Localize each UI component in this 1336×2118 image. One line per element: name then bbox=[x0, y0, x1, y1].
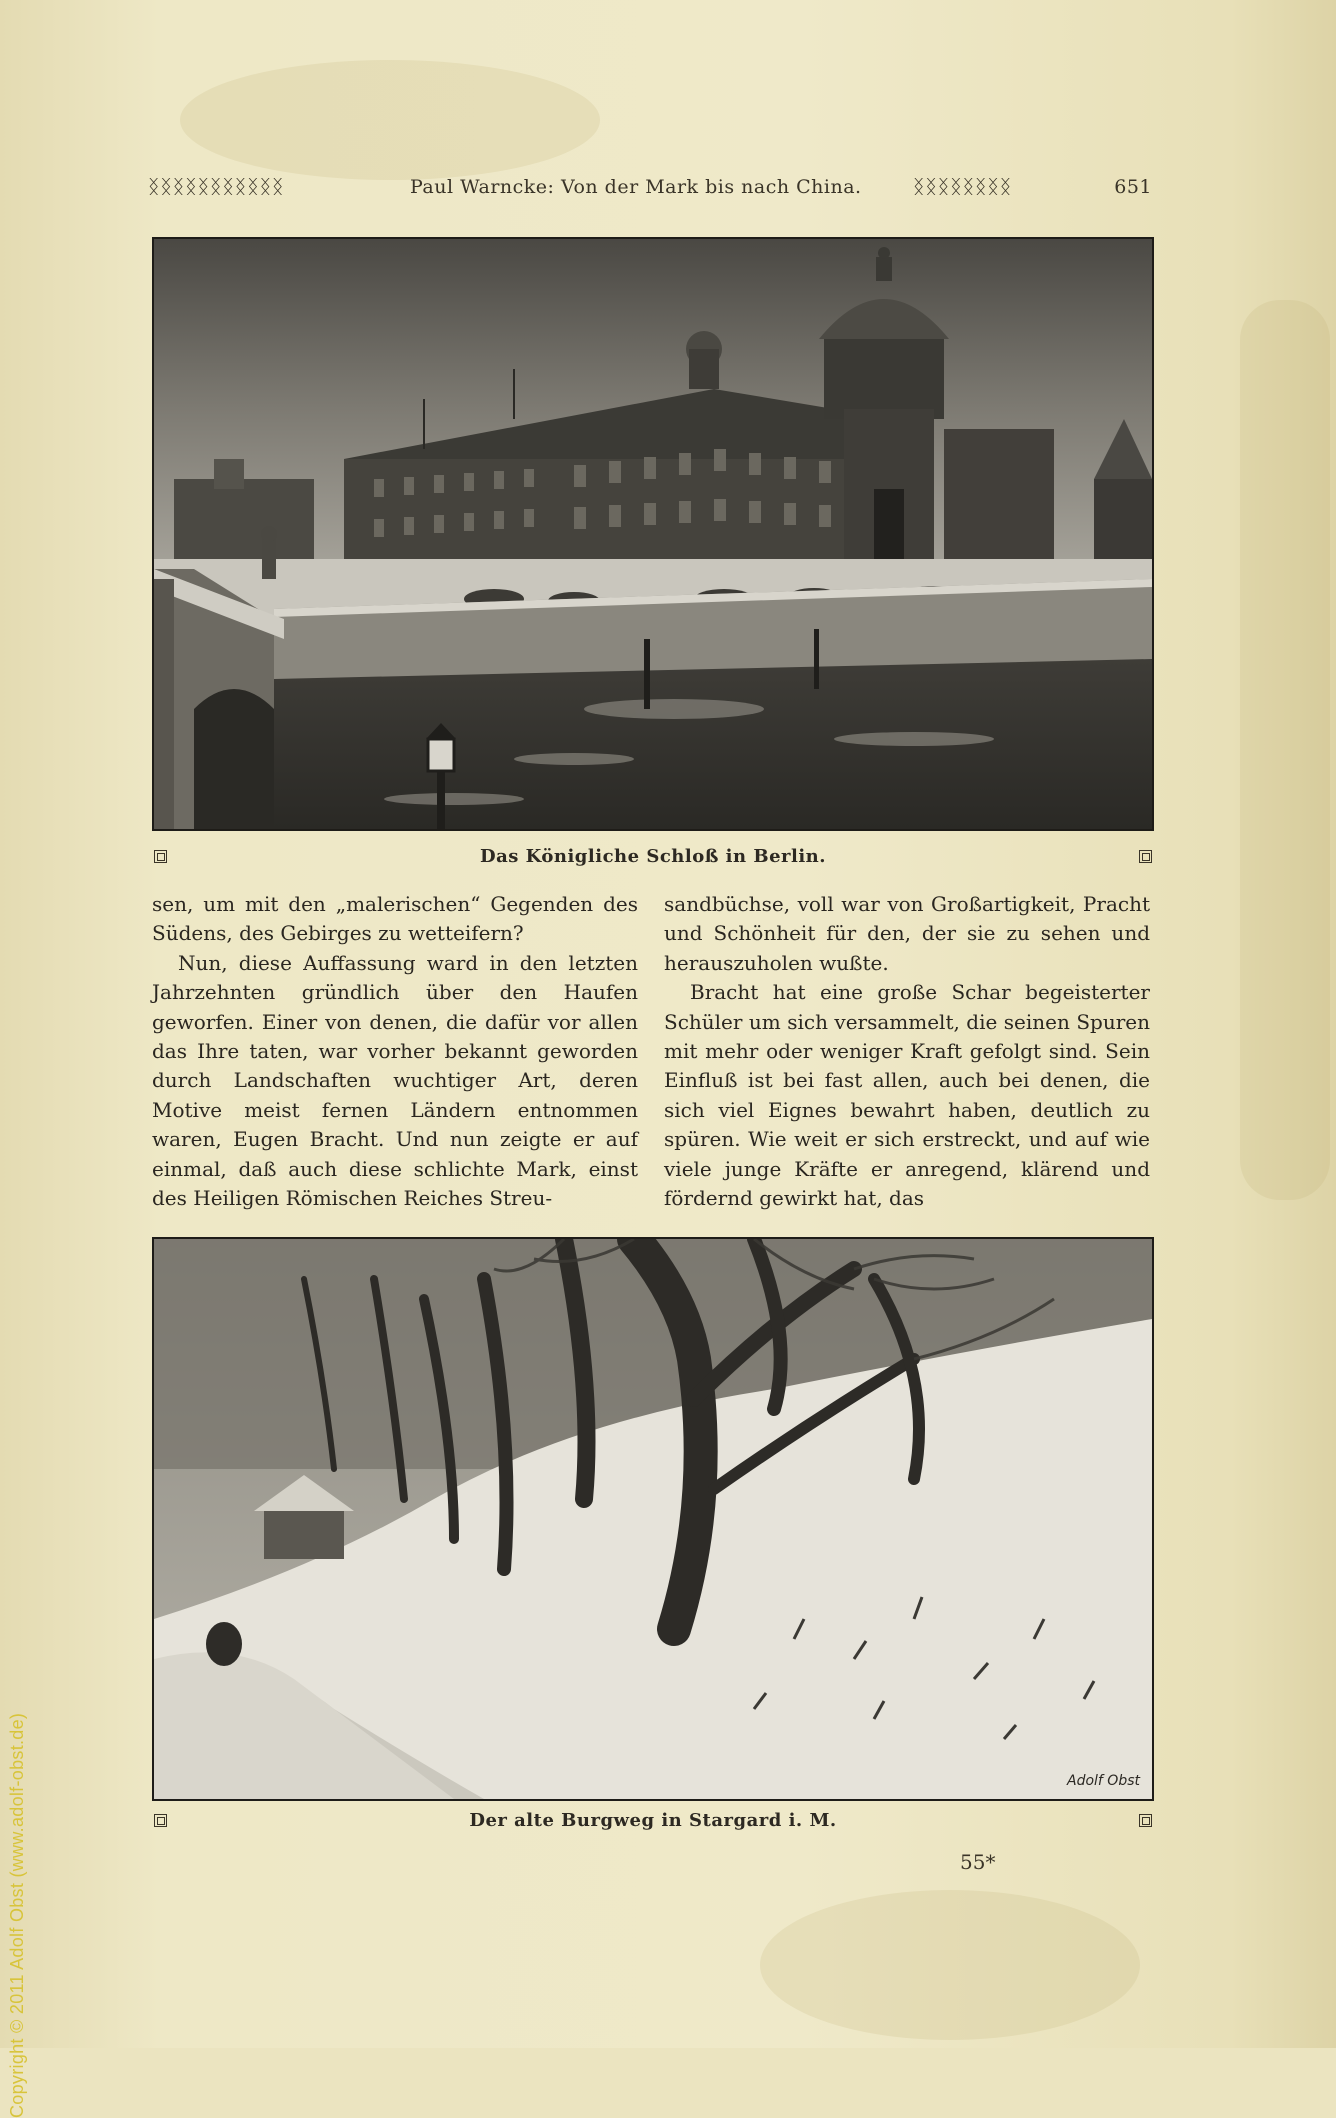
caption-ornament-box bbox=[154, 850, 167, 863]
text-column-right bbox=[664, 890, 1150, 1213]
text-column-left bbox=[152, 890, 638, 1213]
palace-caption bbox=[152, 846, 1154, 872]
palace-caption-text: Das Königliche Schloß in Berlin. bbox=[479, 846, 827, 867]
sheet-number: 55* bbox=[960, 1850, 996, 1874]
caption-ornament-box bbox=[154, 1814, 167, 1827]
path-caption-text: Der alte Burgweg in Stargard i. M. bbox=[469, 1810, 837, 1831]
paper-stain bbox=[760, 1890, 1140, 2040]
caption-ornament-box bbox=[1139, 1814, 1152, 1827]
paragraph: Nun, diese Auffassung ward in den letzten Jahrzehnten gründlich über den Haufen geworfen. Einer von denen, die dafür vor allen das Ihre taten, war vorher bekannt geworden durch Landschaften wuchtiger Art, deren Motive meist fernen Ländern entnommen waren, Eugen Bracht. Und nun zeigte er auf einmal, daß auch diese schlichte Mark, einst des Heiligen Römischen Reiches Streu- bbox=[152, 950, 638, 1211]
paragraph: sen, um mit den „malerischen“ Gegenden des Südens, des Gebirges zu wetteifern? bbox=[152, 892, 638, 946]
ornament-left: ᛝᛝᛝᛝᛝᛝᛝᛝᛝᛝᛝ bbox=[148, 176, 285, 198]
ornament-right: ᛝᛝᛝᛝᛝᛝᛝᛝ bbox=[913, 176, 1013, 198]
copyright-watermark: Copyright © 2011 Adolf Obst (www.adolf-obst.de) bbox=[7, 1712, 27, 2118]
snowy-path-painting bbox=[152, 1237, 1154, 1801]
running-head bbox=[148, 176, 1152, 202]
caption-ornament-box bbox=[1139, 850, 1152, 863]
paragraph: Bracht hat eine große Schar begeisterter Schüler um sich versammelt, die seinen Spuren mit mehr oder weniger Kraft gefolgt sind. Sein Einfluß ist bei fast allen, auch bei denen, die sich viel Eignes bewahrt haben, deutlich zu spüren. Wie weit er sich erstreckt, und auf wie viele junge Kräfte er anregend, klärend und fördernd gewirkt hat, das bbox=[664, 980, 1150, 1211]
paper-stain bbox=[180, 60, 600, 180]
palace-photograph bbox=[152, 237, 1154, 831]
paragraph: sandbüchse, voll war von Großartigkeit, Pracht und Schönheit für den, der sie zu sehen und herauszuholen wußte. bbox=[664, 892, 1150, 975]
snowy-path-illustration bbox=[154, 1239, 1152, 1799]
paper-stain bbox=[1240, 300, 1330, 1200]
artist-signature: Adolf Obst bbox=[1067, 1773, 1140, 1789]
page-number: 651 bbox=[1114, 176, 1152, 198]
palace-scene-illustration bbox=[154, 239, 1152, 829]
path-caption bbox=[152, 1810, 1154, 1836]
running-head-title: Paul Warncke: Von der Mark bis nach China. bbox=[410, 176, 862, 198]
